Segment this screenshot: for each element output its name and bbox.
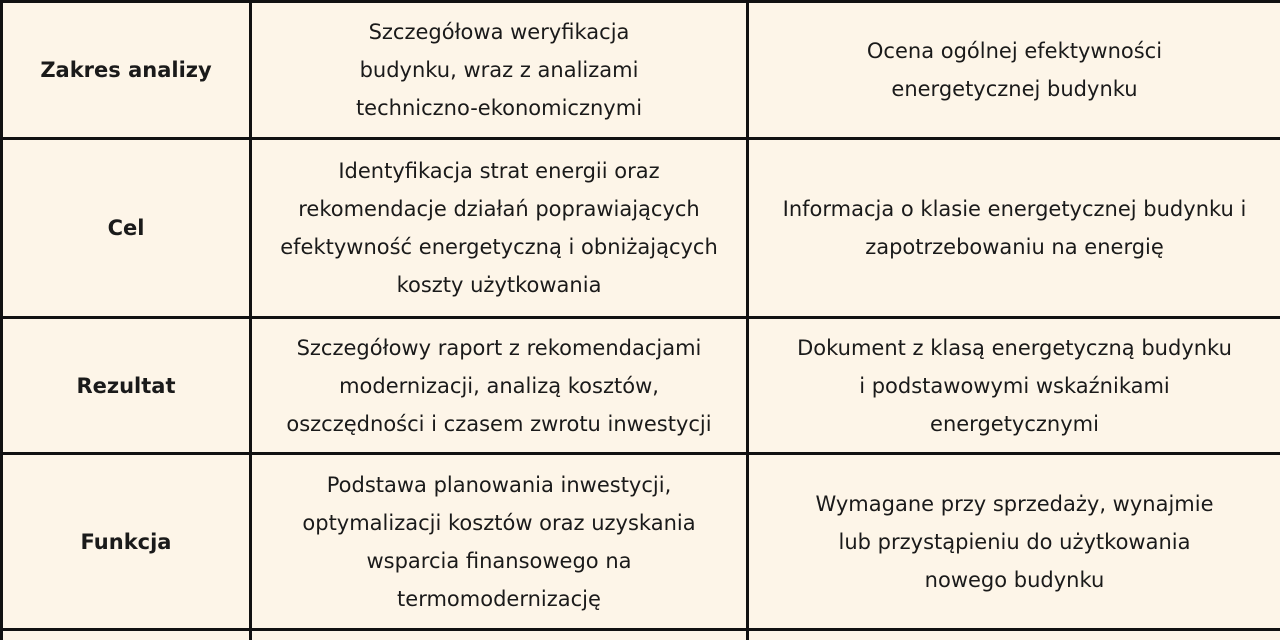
certificate-cell — [748, 454, 1280, 630]
cell-line: optymalizacji kosztów oraz uzyskania — [302, 510, 696, 535]
cell-line: Dokument z klasą energetyczną budynku — [797, 335, 1232, 360]
empty-cell — [748, 630, 1280, 640]
cell-line: Informacja o klasie energetycznej budynku i — [782, 197, 1247, 221]
cell-line: energetycznymi — [930, 411, 1099, 436]
cell-line: Szczegółowa weryfikacja — [368, 20, 630, 44]
cell-line: koszty użytkowania — [396, 273, 602, 297]
empty-cell — [2, 630, 251, 640]
table-row — [2, 318, 1280, 454]
certificate-cell — [748, 139, 1280, 318]
cell-line: nowego budynku — [924, 567, 1105, 592]
table-row — [2, 139, 1280, 318]
cell-line: Wymagane przy sprzedaży, wynajmie — [815, 491, 1214, 516]
cell-line: budynku, wraz z analizami — [359, 58, 639, 82]
cell-line: i podstawowymi wskaźnikami — [859, 373, 1170, 398]
cell-line: oszczędności i czasem zwrotu inwestycji — [286, 411, 712, 436]
cell-line: Ocena ogólnej efektywności — [866, 39, 1163, 63]
row-label-zakres-analizy: Zakres analizy — [2, 2, 251, 139]
audit-cell — [251, 318, 748, 454]
cell-line: Podstawa planowania inwestycji, — [326, 472, 672, 497]
empty-cell — [251, 630, 748, 640]
row-label-funkcja: Funkcja — [2, 454, 251, 630]
audit-cell — [251, 454, 748, 630]
row-label-rezultat: Rezultat — [2, 318, 251, 454]
cell-line: wsparcia finansowego na — [366, 548, 632, 573]
row-label-cel: Cel — [2, 139, 251, 318]
certificate-cell — [748, 318, 1280, 454]
table-row — [2, 454, 1280, 630]
table-row — [2, 2, 1280, 139]
cell-line: termomodernizację — [397, 586, 601, 611]
audit-cell — [251, 139, 748, 318]
cell-line: rekomendacje działań poprawiających — [298, 197, 700, 221]
cell-line: efektywność energetyczną i obniżających — [280, 235, 718, 259]
cell-line: zapotrzebowaniu na energię — [865, 235, 1164, 259]
cell-line: techniczno-ekonomicznymi — [355, 96, 643, 120]
certificate-cell — [748, 2, 1280, 139]
cell-line: lub przystąpieniu do użytkowania — [838, 529, 1191, 554]
cell-line: modernizacji, analizą kosztów, — [339, 373, 659, 398]
table-row-partial — [2, 630, 1280, 640]
cell-line: energetycznej budynku — [891, 77, 1138, 101]
cell-line: Szczegółowy raport z rekomendacjami — [296, 335, 702, 360]
audit-cell — [251, 2, 748, 139]
cell-line: Identyfikacja strat energii oraz — [338, 159, 660, 183]
